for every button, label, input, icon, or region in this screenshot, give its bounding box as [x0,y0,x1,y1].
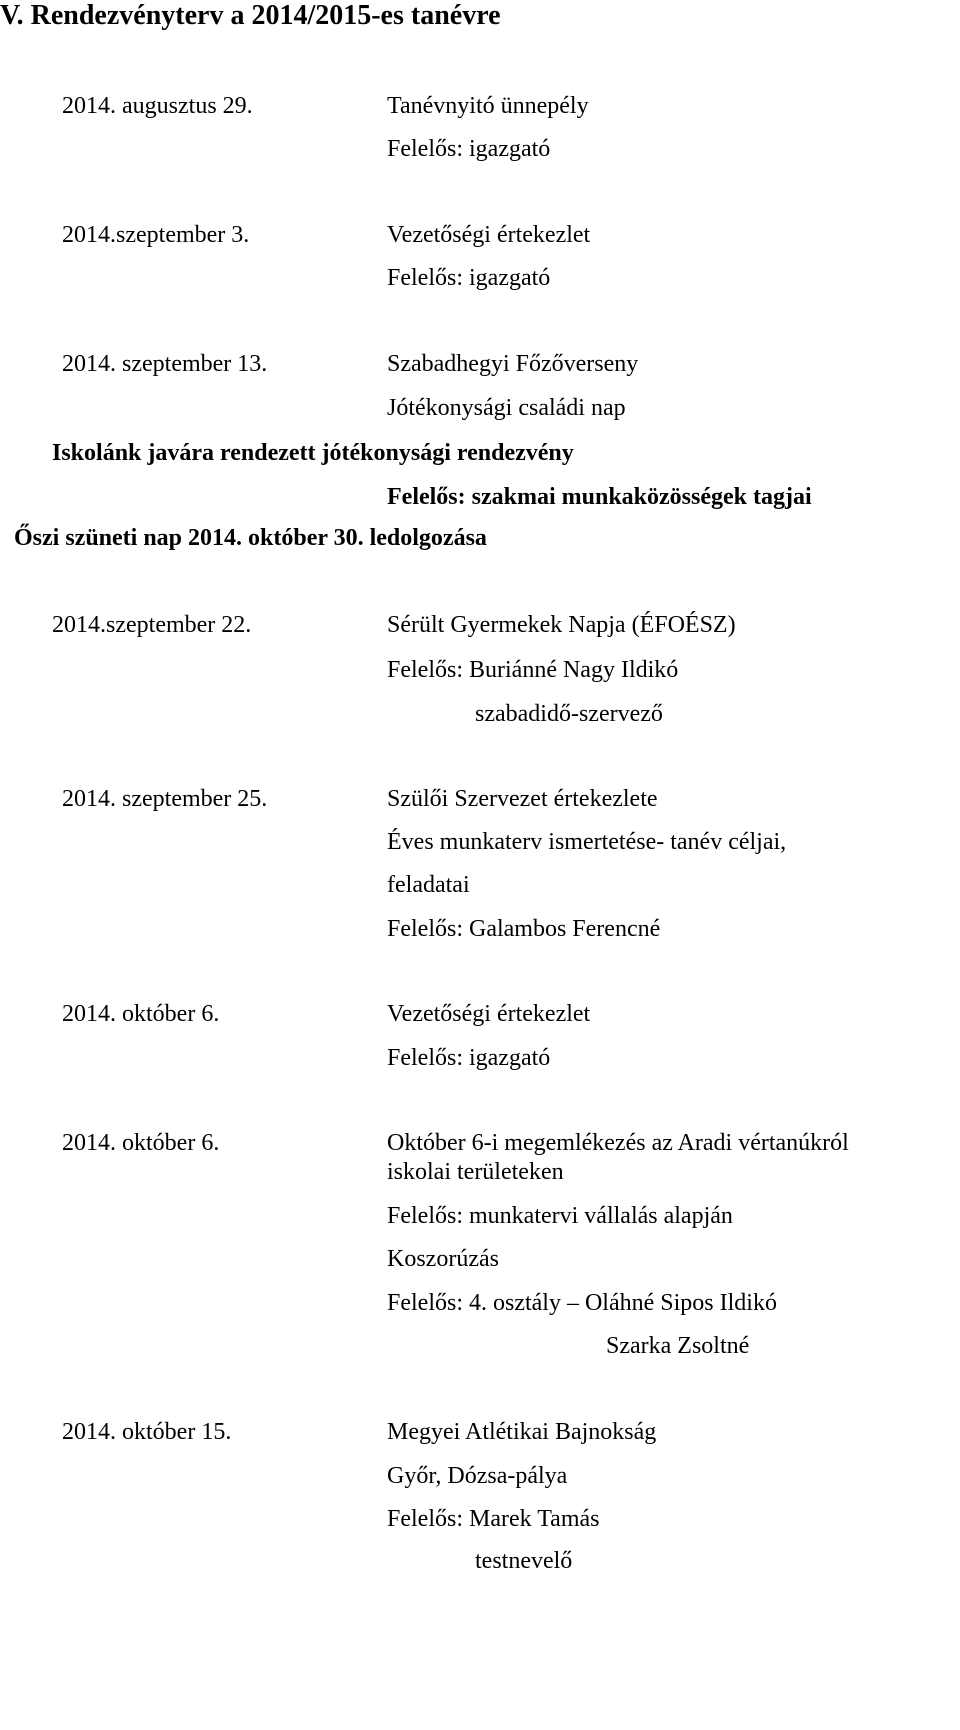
event-responsible-role: testnevelő [475,1548,573,1574]
event-location: Győr, Dózsa-pálya [387,1463,568,1489]
event-description: Vezetőségi értekezlet [387,222,591,248]
event-date: 2014. október 15. [62,1419,232,1445]
event-description: Szülői Szervezet értekezlete [387,786,658,812]
event-responsible-role: szabadidő-szervező [475,701,663,727]
event-note: Őszi szüneti nap 2014. október 30. ledolgozása [14,525,487,551]
event-description: Szabadhegyi Főzőverseny [387,351,639,377]
event-responsible: Felelős: munkatervi vállalás alapján [387,1203,733,1229]
event-responsible: Felelős: Marek Tamás [387,1506,600,1532]
event-date: 2014.szeptember 22. [52,612,252,638]
document-title: V. Rendezvényterv a 2014/2015-es tanévre [0,0,501,31]
event-description: iskolai területeken [387,1159,564,1185]
event-description: Koszorúzás [387,1246,499,1272]
event-description: Tanévnyitó ünnepély [387,93,589,119]
event-date: 2014.szeptember 3. [62,222,250,248]
event-date: 2014. augusztus 29. [62,93,253,119]
event-date: 2014. október 6. [62,1130,220,1156]
event-description: Jótékonysági családi nap [387,395,626,421]
event-responsible: Felelős: 4. osztály – Oláhné Sipos Ildikó [387,1290,777,1316]
event-note: Iskolánk javára rendezett jótékonysági rendezvény [52,440,574,466]
event-description: Sérült Gyermekek Napja (ÉFOÉSZ) [387,612,736,638]
event-date: 2014. szeptember 25. [62,786,268,812]
event-date: 2014. október 6. [62,1001,220,1027]
event-responsible: Felelős: Buriánné Nagy Ildikó [387,657,679,683]
event-date: 2014. szeptember 13. [62,351,268,377]
event-responsible: Felelős: Galambos Ferencné [387,916,661,942]
event-description: feladatai [387,872,470,898]
event-responsible: Szarka Zsoltné [606,1333,750,1359]
event-responsible: Felelős: igazgató [387,1045,551,1071]
event-responsible: Felelős: szakmai munkaközösségek tagjai [387,484,812,510]
event-description: Éves munkaterv ismertetése- tanév céljai, [387,829,787,855]
event-responsible: Felelős: igazgató [387,136,551,162]
event-description: Október 6-i megemlékezés az Aradi vértanúkról [387,1130,849,1156]
event-description: Vezetőségi értekezlet [387,1001,591,1027]
event-responsible: Felelős: igazgató [387,265,551,291]
event-description: Megyei Atlétikai Bajnokság [387,1419,657,1445]
